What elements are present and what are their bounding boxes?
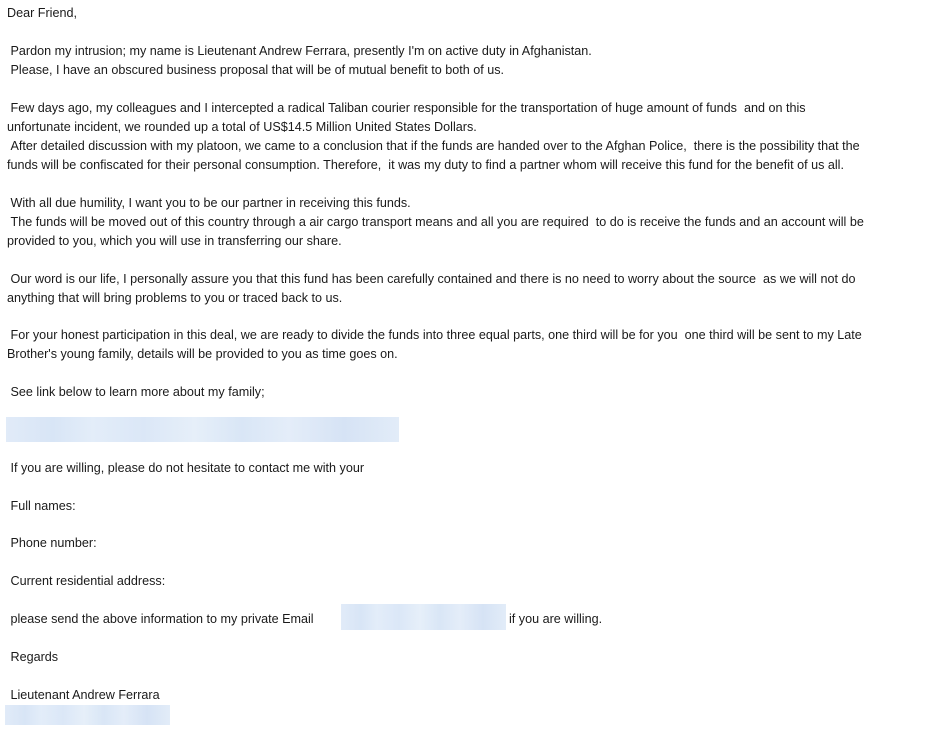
family-link-intro: See link below to learn more about my family;	[7, 385, 265, 399]
redacted-email-address	[341, 604, 506, 630]
contact-request: If you are willing, please do not hesitate to contact me with your	[7, 461, 365, 475]
division-paragraph: For your honest participation in this deal, we are ready to divide the funds into three equal parts, one third will be for you one third will be sent to my Late Brother's young family, details will be provided to you as time goes on.	[7, 328, 862, 361]
redacted-signature-detail	[5, 705, 170, 725]
partner-paragraph-line-1: With all due humility, I want you to be our partner in receiving this funds.	[7, 196, 411, 210]
full-names-field-label: Full names:	[7, 499, 76, 513]
closing-regards: Regards	[7, 650, 59, 664]
redacted-family-link	[6, 417, 399, 442]
phone-number-field-label: Phone number:	[7, 536, 97, 550]
email-instruction-suffix: if you are willing.	[509, 612, 603, 626]
intro-paragraph-line-2: Please, I have an obscured business proposal that will be of mutual benefit to both of us.	[7, 63, 505, 77]
email-instruction: please send the above information to my private Email	[7, 612, 314, 626]
assurance-paragraph: Our word is our life, I personally assure you that this fund has been carefully contained and there is no need to worry about the source as we will not do anything that will bring problems to you or traced back to us.	[7, 272, 856, 305]
greeting: Dear Friend,	[7, 6, 77, 20]
story-paragraph: Few days ago, my colleagues and I intercepted a radical Taliban courier responsible for the transportation of huge amount of funds and on this unfortunate incident, we rounded up a total of US$14.5 Million United States Dollars.	[7, 101, 806, 134]
intro-paragraph-line-1: Pardon my intrusion; my name is Lieutenant Andrew Ferrara, presently I'm on active duty in Afghanistan.	[7, 44, 592, 58]
story-paragraph-continued: After detailed discussion with my platoon, we came to a conclusion that if the funds are handed over to the Afghan Police, there is the possibility that the funds will be confiscated for their personal consumption. Therefore, it was my duty to find a partner whom will receive this fund for the benefit of us all.	[7, 139, 860, 172]
address-field-label: Current residential address:	[7, 574, 166, 588]
signature-name: Lieutenant Andrew Ferrara	[7, 688, 160, 702]
partner-paragraph-line-2: The funds will be moved out of this country through a air cargo transport means and all you are required to do is receive the funds and an account will be provided to you, which you will use in transferring our share.	[7, 215, 864, 248]
